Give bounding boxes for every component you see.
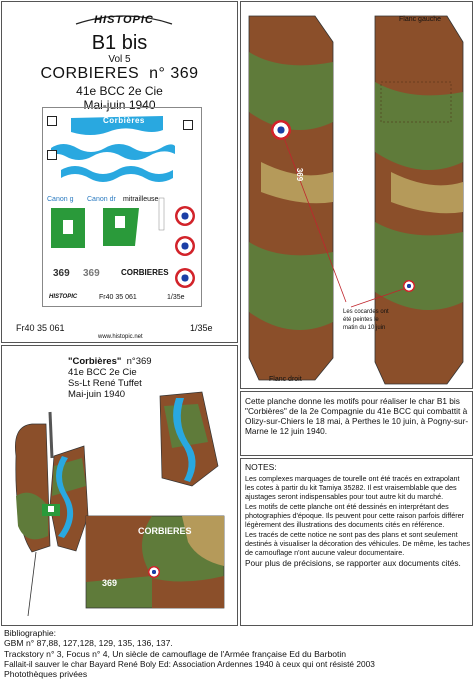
decal-number: 369: [83, 268, 100, 279]
decal-sheet: [42, 107, 202, 307]
decal-banner-text: Corbières: [103, 116, 145, 125]
turret-commander: Ss-Lt René Tuffet: [68, 378, 142, 389]
website: www.histopic.net: [98, 334, 143, 340]
decal-panel: [1, 1, 238, 343]
notes-paragraph: Les tracés de cette notice ne sont pas des plans et sont seulement destinés à visualiser la décoration des véhicules. De même, les taches de camouflage n'ont aucune valeur documentaire.: [245, 530, 470, 557]
notes-panel: [240, 458, 473, 626]
turret-unit: 41e BCC 2e Cie: [68, 367, 137, 378]
bibliography: [4, 628, 472, 679]
cockade-left-side: [403, 280, 415, 292]
tank-title: [2, 65, 237, 83]
notes-paragraph: Les motifs de cette planche ont été dessinés en interprétant des photographies d'époque. Ils peuvent pour cette raison parfois différer légèrement des illustrations des documents cités en référence.: [245, 502, 465, 529]
volume: Vol 5: [108, 54, 131, 65]
turret-panel: [1, 345, 238, 626]
bibliography-line: GBM n° 87,88, 127,128, 129, 135, 136, 137.: [4, 638, 173, 649]
side-view-panel: [240, 1, 473, 389]
decal-name-small: CORBIERES: [121, 268, 169, 277]
cockade-note: Les cocardes ont été peintes le matin du 10 juin: [343, 309, 389, 331]
decal-blank-square: [47, 150, 57, 160]
decal-footer-ref: Fr40 35 061: [99, 294, 137, 301]
intro-panel: [240, 391, 473, 456]
label-canon-dr: Canon dr: [87, 196, 116, 203]
left-footer-scale: 1/35e: [190, 323, 213, 333]
cockade-right-side: [271, 120, 291, 140]
tank-number: n° 369: [149, 65, 199, 82]
decal-number: 369: [53, 268, 70, 279]
cockade-decal: [175, 268, 195, 288]
cockade-rear: [148, 566, 160, 578]
hull-number: 369: [295, 167, 305, 182]
turret-tank-name: "Corbières": [68, 356, 122, 367]
rear-number: 369: [102, 578, 118, 588]
notes-heading: NOTES:: [245, 462, 277, 472]
unit-line: 41e BCC 2e Cie: [76, 84, 163, 98]
date-line: Mai-juin 1940: [83, 98, 156, 112]
notes-content: [245, 463, 470, 569]
label-canon-g: Canon g: [47, 196, 74, 203]
flanc-gauche-label: Flanc gauche: [399, 16, 442, 23]
decal-blank-square: [183, 120, 193, 130]
tank-name: CORBIERES: [40, 65, 140, 82]
bibliography-heading: Bibliographie:: [4, 628, 57, 638]
cockade-decal: [175, 236, 195, 256]
turret-drawing: [2, 346, 239, 627]
notes-closing: Pour plus de précisions, se rapporter aux documents cités.: [245, 558, 461, 568]
turret-tank-number: n°369: [126, 356, 152, 367]
bibliography-line: Trackstory n° 3, Focus n° 4, Un siècle de camouflage de l'Armée française Ed du Barbotin: [4, 648, 347, 659]
flanc-droit-label: Flanc droit: [269, 376, 302, 383]
decal-footer-scale: 1/35e: [167, 294, 185, 301]
rear-name: CORBIERES: [138, 526, 192, 536]
model-title: B1 bis: [91, 32, 148, 54]
logo-text: HISTOPIC: [94, 14, 154, 26]
intro-text: Cette planche donne les motifs pour réaliser le char B1 bis "Corbières" de la 2e Compagnie du 41e BCC qui combattit à Olizy-sur-Chiers le 18 mai, à Perthes le 10 juin, à Pogny-sur-Marne le 12 juin 1940.: [245, 396, 469, 436]
left-footer-ref: Fr40 35 061: [16, 323, 65, 333]
brand-logo: [74, 10, 174, 28]
decal-blank-square: [47, 116, 57, 126]
notes-paragraph: Les complexes marquages de tourelle ont été tracés en extrapolant les cotes à partir du kit Tamiya 35282. Il est vraisemblable que des ajustages seront indispensables pour tout autre kit du marché.: [245, 474, 460, 501]
bibliography-line: Photothèques privées: [4, 669, 88, 680]
turret-date: Mai-juin 1940: [68, 389, 126, 400]
bibliography-line: Fallait-il sauver le char Bayard René Boly Ed: Association Ardennes 1940 à ceux qui ont résisté 2003: [4, 658, 375, 669]
label-mitrailleuse: mitrailleuse: [123, 196, 159, 203]
cockade-decal: [175, 206, 195, 226]
decal-footer-logo: HISTOPIC: [49, 294, 78, 300]
